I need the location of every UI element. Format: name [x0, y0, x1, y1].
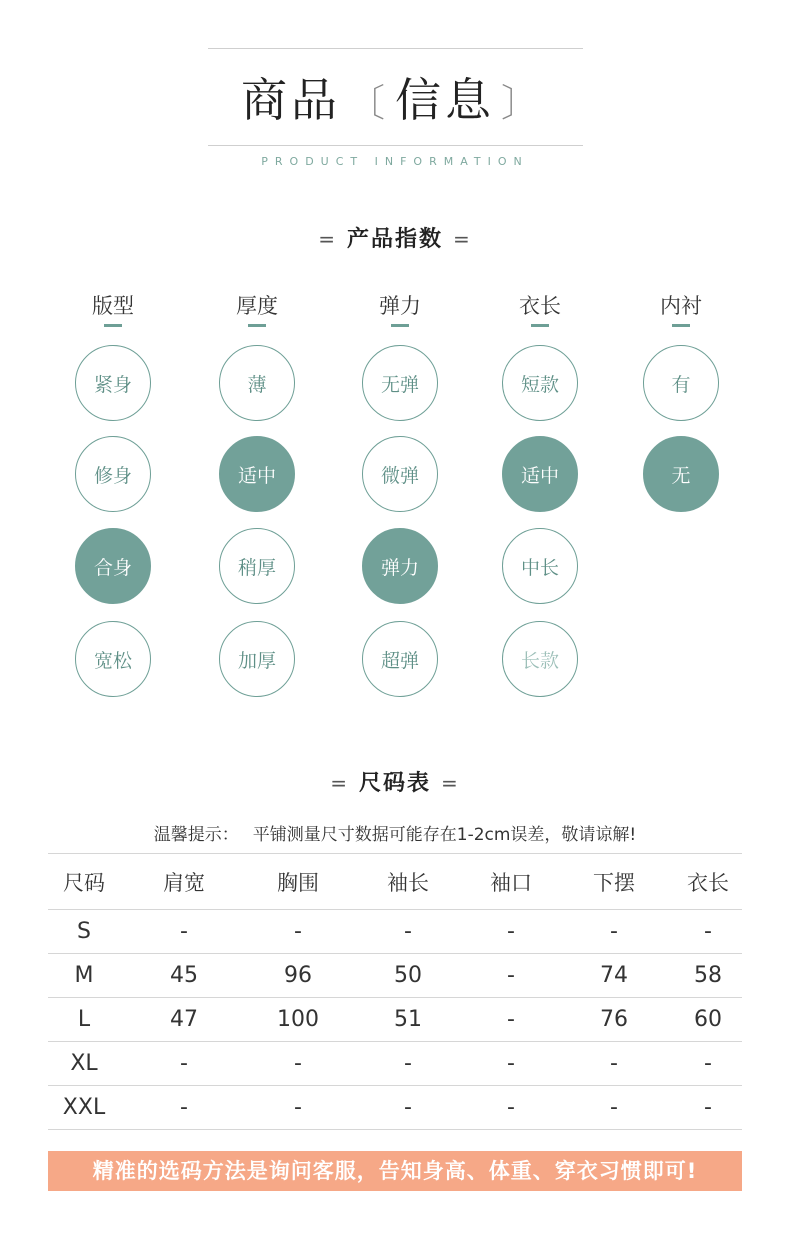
index-column-marker [391, 324, 409, 327]
index-option-selected: 适中 [219, 436, 295, 512]
index-column-label: 版型 [92, 294, 134, 318]
index-option: 超弹 [362, 621, 438, 697]
index-option: 稍厚 [219, 528, 295, 604]
index-option: 中长 [502, 528, 578, 604]
size-value-cell: 100 [248, 998, 348, 1042]
size-value-cell: - [554, 1086, 674, 1130]
size-value-cell: 50 [348, 954, 468, 998]
size-value-cell: - [248, 1086, 348, 1130]
size-value-cell: 47 [120, 998, 248, 1042]
bracket-open: 〔 [346, 81, 389, 125]
measure-tip [0, 820, 790, 845]
size-value-cell: - [348, 1086, 468, 1130]
size-value-cell: 74 [554, 954, 674, 998]
header-top-divider [208, 48, 583, 49]
index-option: 微弹 [362, 436, 438, 512]
size-value-cell: - [554, 910, 674, 954]
size-value-cell: 51 [348, 998, 468, 1042]
index-column-label: 弹力 [379, 294, 421, 318]
header-size: 尺码 [48, 854, 120, 910]
header-bottom-divider [208, 145, 583, 146]
size-table-header [48, 854, 742, 910]
size-value-cell: 96 [248, 954, 348, 998]
size-value-cell: - [120, 910, 248, 954]
size-label-cell: XL [48, 1042, 120, 1086]
index-column-marker [248, 324, 266, 327]
index-option-selected: 合身 [75, 528, 151, 604]
size-label-cell: L [48, 998, 120, 1042]
size-value-cell: - [674, 1042, 742, 1086]
size-value-cell: - [468, 910, 554, 954]
size-value-cell: - [468, 954, 554, 998]
size-value-cell: - [248, 910, 348, 954]
size-value-cell: - [468, 998, 554, 1042]
index-option: 短款 [502, 345, 578, 421]
size-section-title: = 尺码表 = [330, 771, 460, 796]
size-value-cell: - [674, 910, 742, 954]
header-chest: 胸围 [248, 854, 348, 910]
title-main: 商品 [240, 73, 341, 127]
index-column-label: 衣长 [519, 294, 561, 318]
tip-text: 平铺测量尺寸数据可能存在1-2cm误差，敬请谅解! [252, 825, 637, 845]
index-column-marker [672, 324, 690, 327]
size-value-cell: 45 [120, 954, 248, 998]
size-label-cell: M [48, 954, 120, 998]
index-section-title: = 产品指数 = [318, 227, 472, 252]
index-option: 加厚 [219, 621, 295, 697]
index-option-selected: 适中 [502, 436, 578, 512]
index-option-selected: 无 [643, 436, 719, 512]
index-option-selected: 弹力 [362, 528, 438, 604]
size-value-cell: 58 [674, 954, 742, 998]
sizing-advice-banner: 精准的选码方法是询问客服，告知身高、体重、穿衣习惯即可! [48, 1151, 742, 1191]
page-subtitle: PRODUCT INFORMATION [261, 155, 529, 168]
size-value-cell: - [348, 910, 468, 954]
index-column-label: 内衬 [660, 294, 702, 318]
bracket-close: 〕 [501, 81, 544, 125]
index-column-label: 厚度 [236, 294, 278, 318]
size-value-cell: - [468, 1086, 554, 1130]
size-value-cell: - [554, 1042, 674, 1086]
size-row [48, 910, 742, 954]
tip-label: 温馨提示： [153, 825, 239, 845]
header-shoulder: 肩宽 [120, 854, 248, 910]
size-value-cell: 76 [554, 998, 674, 1042]
header-length: 衣长 [674, 854, 742, 910]
size-value-cell: - [348, 1042, 468, 1086]
size-value-cell: - [674, 1086, 742, 1130]
size-value-cell: - [120, 1086, 248, 1130]
header-cuff: 袖口 [468, 854, 554, 910]
size-row [48, 1086, 742, 1130]
size-table [48, 853, 742, 1130]
index-column-marker [531, 324, 549, 327]
size-row [48, 998, 742, 1042]
index-column-marker [104, 324, 122, 327]
index-option: 无弹 [362, 345, 438, 421]
size-row [48, 1042, 742, 1086]
size-row [48, 954, 742, 998]
index-option: 长款 [502, 621, 578, 697]
size-label-cell: XXL [48, 1086, 120, 1130]
index-option: 薄 [219, 345, 295, 421]
header-sleeve-length: 袖长 [348, 854, 468, 910]
title-inner: 信息 [395, 73, 495, 127]
index-option: 修身 [75, 436, 151, 512]
size-value-cell: - [468, 1042, 554, 1086]
size-value-cell: - [120, 1042, 248, 1086]
header-hem: 下摆 [554, 854, 674, 910]
index-option: 紧身 [75, 345, 151, 421]
size-label-cell: S [48, 910, 120, 954]
index-option: 有 [643, 345, 719, 421]
size-value-cell: - [248, 1042, 348, 1086]
page-title [0, 70, 790, 130]
size-value-cell: 60 [674, 998, 742, 1042]
index-option: 宽松 [75, 621, 151, 697]
